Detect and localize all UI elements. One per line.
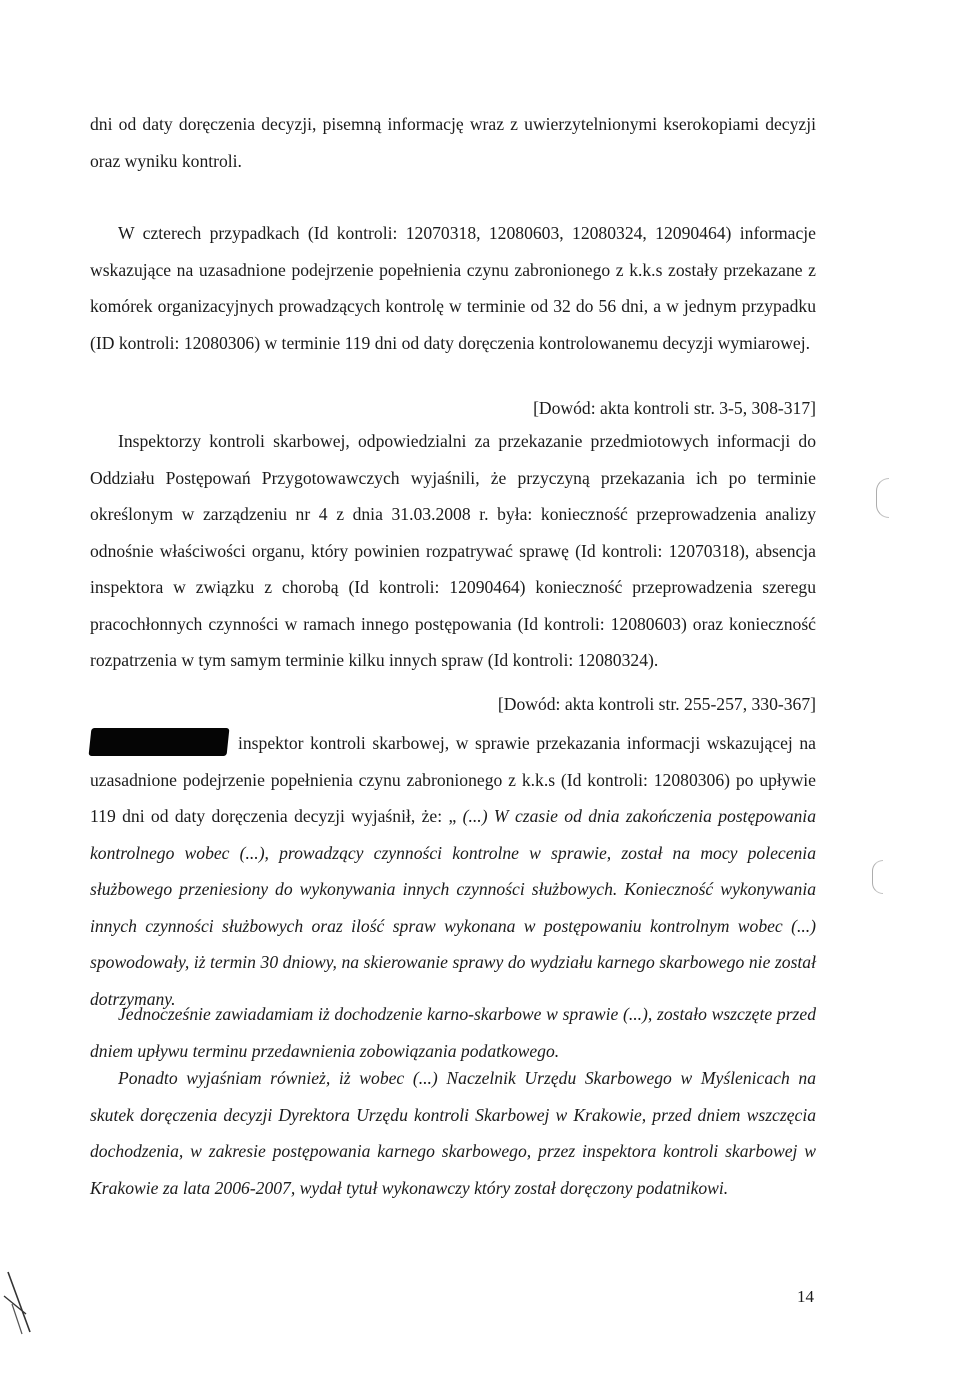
paragraph-four-cases: W czterech przypadkach (Id kontroli: 12070318, 12080603, 12080324, 12090464) informacje wskazujące na uzasadnione podejrzenie popełnienia czynu zabronionego z k.k.s zostały przekazane z komórek organizacyjnych prowadzących kontrolę w terminie od 32 do 56 dni, a w jednym przypadku (ID kontroli: 12080306) w terminie 119 dni od daty doręczenia kontrolowanemu decyzji wymiarowej. [90, 223, 816, 353]
paragraph-redacted-inspector-quote: (...) W czasie od dnia zakończenia postępowania kontrolnego wobec (...), prowadzący czynności kontrolne w sprawie, został na mocy polecenia służbowego przeniesiony do wykonywania innych czynności służbowych. Konieczność wykonywania innych czynności służbowych oraz ilość spraw wykonana w postępowaniu kontrolnym wobec (...) spowodowały, iż termin 30 dniowy, na skierowanie sprawy do wydziału karnego skarbowego nie został dotrzymany. [90, 806, 816, 1009]
paragraph-notification: Jednocześnie zawiadamiam iż dochodzenie karno-skarbowe w sprawie (...), zostało wszczęte przed dniem upływu terminu przedawnienia zobowiązania podatkowego. [90, 1004, 816, 1061]
paragraph-redacted-inspector-text: inspektor kontroli skarbowej, w sprawie przekazania informacji wskazującej na uzasadnione podejrzenie popełnienia czynu zabronionego z k.k.s (Id kontroli: 12080306) po upływie 119 dni od daty doręczenia decyzji wyjaśnił, że: „ [90, 733, 816, 826]
margin-scan-mark [872, 860, 883, 894]
paragraph-continuation: dni od daty doręczenia decyzji, pisemną informację wraz z uwierzytelnionymi kserokopiami decyzji oraz wyniku kontroli. [90, 114, 816, 171]
page-number: 14 [797, 1287, 814, 1306]
corner-staple-icon [0, 1268, 40, 1338]
redaction-block [89, 728, 230, 756]
paragraph-inspectors-explanation: Inspektorzy kontroli skarbowej, odpowiedzialni za przekazanie przedmiotowych informacji do Oddziału Postępowań Przygotowawczych wyjaśnili, że przyczyną przekazania ich po terminie określonym w zarządzeniu nr 4 z dnia 31.03.2008 r. była: konieczność przeprowadzenia analizy odnośnie właściwości organu, który powinien rozpatrywać sprawę (Id kontroli: 12070318), absencja inspektora w związku z chorobą (Id kontroli: 12090464) konieczność przeprowadzenia szeregu pracochłonnych czynności w ramach innego postępowania (Id kontroli: 12080603) oraz konieczność rozpatrzenia w tym samym terminie kilku innych spraw (Id kontroli: 12080324). [90, 431, 816, 670]
evidence-reference-2: [Dowód: akta kontroli str. 255-257, 330-367] [497, 694, 816, 714]
paragraph-redacted-inspector [90, 725, 816, 1017]
evidence-reference-1: [Dowód: akta kontroli str. 3-5, 308-317] [533, 398, 816, 418]
margin-scan-mark [876, 478, 889, 518]
paragraph-additional-explanation: Ponadto wyjaśniam również, iż wobec (...) Naczelnik Urzędu Skarbowego w Myślenicach na skutek doręczenia decyzji Dyrektora Urzędu kontroli Skarbowej w Krakowie, przed dniem wszczęcia dochodzenia, w zakresie postępowania karnego skarbowego, przez inspektora kontroli skarbowej w Krakowie za lata 2006-2007, wydał tytuł wykonawczy który został doręczony podatnikowi. [90, 1068, 816, 1198]
